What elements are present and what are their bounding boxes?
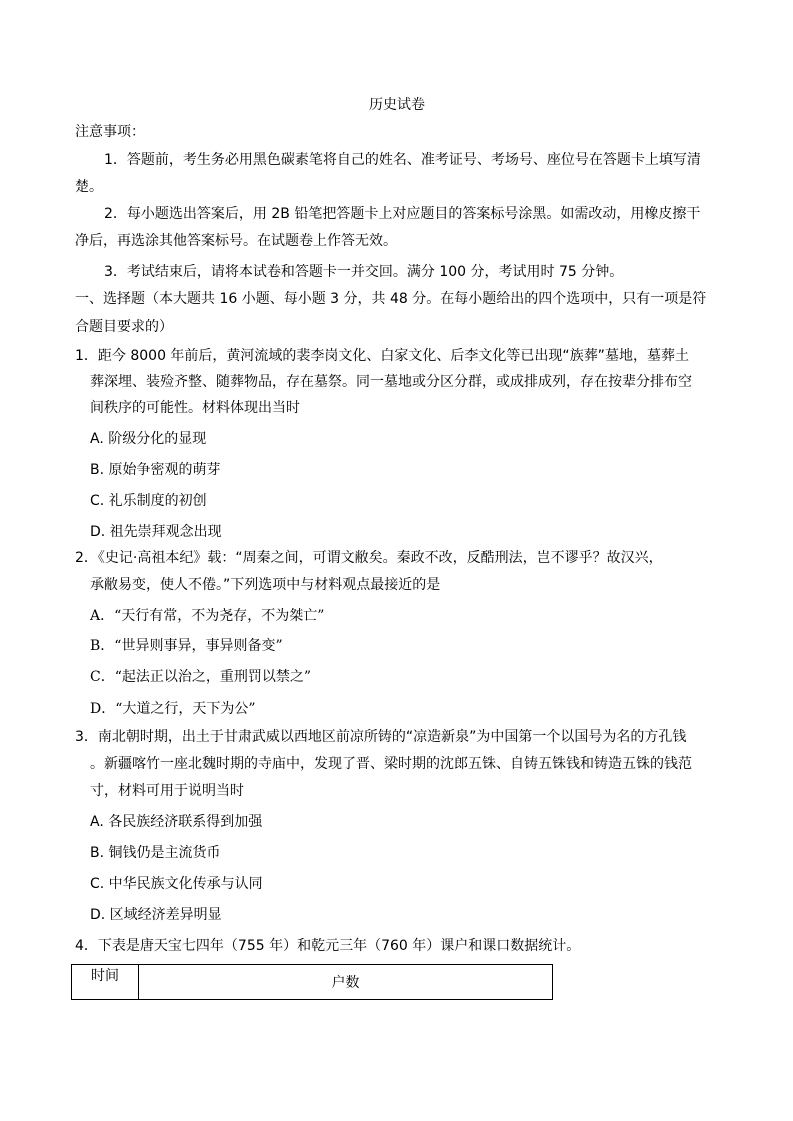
table-header-time: 时间 bbox=[72, 965, 139, 1000]
table-header-row bbox=[72, 965, 553, 1000]
section-heading-cont: 合题目要求的） bbox=[75, 319, 173, 335]
question-1-stem-cont: 葬深埋、装殓齐整、随葬物品，存在墓祭。同一墓地或分区分群，或成排成列，存在按辈分排布空 bbox=[90, 374, 692, 390]
question-3-stem: 3．南北朝时期，出土于甘肃武威以西地区前凉所铸的“凉造新泉”为中国第一个以国号为名的方孔钱 bbox=[75, 729, 687, 745]
question-1-stem-cont: 间秩序的可能性。材料体现出当时 bbox=[90, 400, 300, 416]
question-1-option-a: A. 阶级分化的显现 bbox=[90, 431, 207, 447]
section-heading: 一、选择题（本大题共 16 小题、每小题 3 分，共 48 分。在每小题给出的四个选项中，只有一项是符 bbox=[75, 291, 707, 307]
question-2-option-a: A．“天行有常，不为尧存，不为桀亡” bbox=[90, 608, 325, 624]
question-3-stem-cont: 寸，材料可用于说明当时 bbox=[90, 783, 244, 799]
question-2-option-b: B．“世异则事异，事异则备变” bbox=[90, 638, 283, 654]
question-2-stem: 2．《史记·高祖本纪》载：“周秦之间，可谓文敝矣。秦政不改，反酷刑法，岂不谬乎？故汉兴， bbox=[75, 550, 663, 566]
question-2-stem-cont: 承敝易变，使人不倦。”下列选项中与材料观点最接近的是 bbox=[90, 577, 441, 593]
notice-item-1: 1．答题前，考生务必用黑色碳素笔将自己的姓名、准考证号、考场号、座位号在答题卡上填写清 bbox=[104, 152, 701, 168]
question-3-option-b: B. 铜钱仍是主流货币 bbox=[90, 845, 221, 861]
question-3-option-a: A. 各民族经济联系得到加强 bbox=[90, 814, 263, 830]
question-2-option-c: C．“起法正以治之，重刑罚以禁之” bbox=[90, 669, 312, 685]
notice-item-1-cont: 楚。 bbox=[75, 179, 103, 195]
question-1-option-d: D. 祖先崇拜观念出现 bbox=[90, 524, 222, 540]
question-3-option-d: D. 区域经济差异明显 bbox=[90, 907, 222, 923]
question-3-option-c: C. 中华民族文化传承与认同 bbox=[90, 876, 263, 892]
question-1-option-b: B. 原始争密观的萌芽 bbox=[90, 462, 221, 478]
notice-item-2: 2．每小题选出答案后，用 2B 铅笔把答题卡上对应题目的答案标号涂黑。如需改动，用橡皮擦干 bbox=[104, 206, 701, 222]
page-title: 历史试卷 bbox=[369, 97, 425, 113]
question-4-stem: 4．下表是唐天宝七四年（755 年）和乾元三年（760 年）课户和课口数据统计。 bbox=[75, 938, 581, 954]
notice-item-3: 3．考试结束后，请将本试卷和答题卡一并交回。满分 100 分，考试用时 75 分钟。 bbox=[104, 264, 624, 280]
notice-item-2-cont: 净后，再选涂其他答案标号。在试题卷上作答无效。 bbox=[75, 233, 397, 249]
question-2-option-d: D．“大道之行，天下为公” bbox=[90, 701, 256, 717]
data-table bbox=[71, 964, 553, 1000]
question-3-stem-cont: 。新疆喀竹一座北魏时期的寺庙中，发现了晋、梁时期的沈郎五铢、自铸五铢钱和铸造五铢的钱范 bbox=[90, 756, 692, 772]
notice-heading: 注意事项： bbox=[75, 124, 145, 140]
question-1-option-c: C. 礼乐制度的初创 bbox=[90, 493, 207, 509]
question-1-stem: 1．距今 8000 年前后，黄河流域的裴李岗文化、白家文化、后李文化等已出现“族葬”墓地，墓葬土 bbox=[75, 348, 689, 364]
table-header-households: 户数 bbox=[139, 965, 553, 1000]
